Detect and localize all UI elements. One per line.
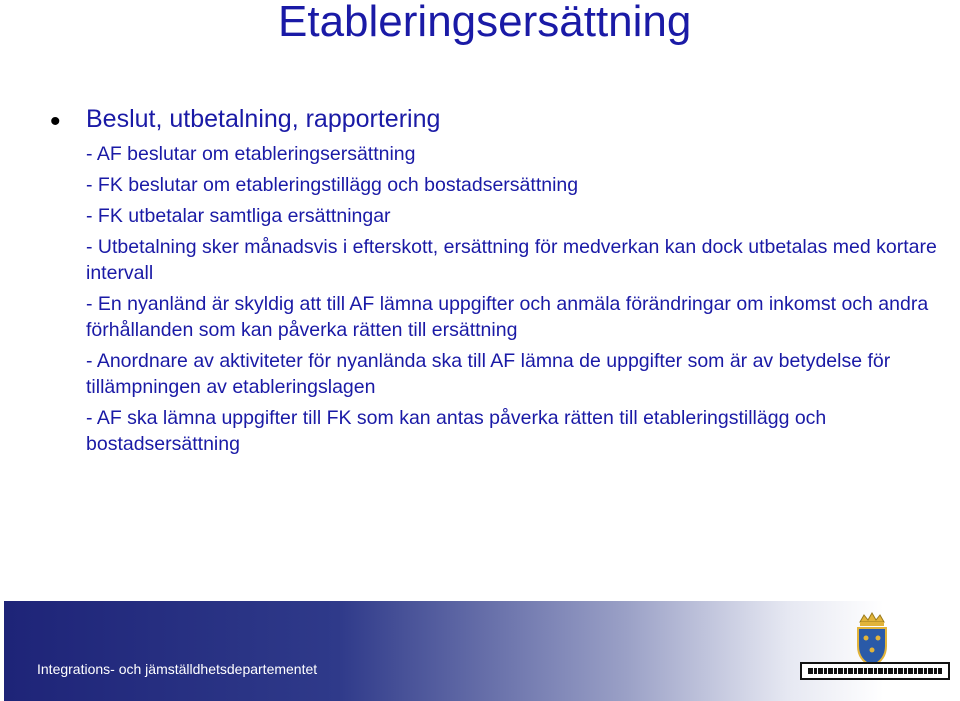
footer-band [4,601,960,701]
logo-wordmark [808,668,942,674]
sub-item-list [86,141,946,462]
main-bullet-text: Beslut, utbetalning, rapportering [86,105,441,133]
footer-department: Integrations- och jämställdhetsdepartementet [37,661,318,677]
sub-item: - En nyanländ är skyldig att till AF lämna uppgifter och anmäla förändringar om inkomst och andra förhållanden som kan påverka rätten till ersättning [86,293,929,341]
sub-item: - Anordnare av aktiviteter för nyanlända ska till AF lämna de uppgifter som är av betydelse för tillämpningen av etableringslagen [86,350,891,398]
regeringskansliet-logo [800,662,950,680]
sub-item: - Utbetalning sker månadsvis i efterskott, ersättning för medverkan kan dock utbetalas med kortare intervall [86,236,937,284]
sub-item: - AF ska lämna uppgifter till FK som kan antas påverka rätten till etableringstillägg och bostadsersättning [86,407,827,455]
slide-title: Etableringsersättning [278,0,692,46]
sub-item: - AF beslutar om etableringsersättning [86,143,416,165]
bullet-dot: • [50,105,61,138]
sub-item: - FK utbetalar samtliga ersättningar [86,205,391,227]
sub-item: - FK beslutar om etableringstillägg och bostadsersättning [86,174,579,196]
